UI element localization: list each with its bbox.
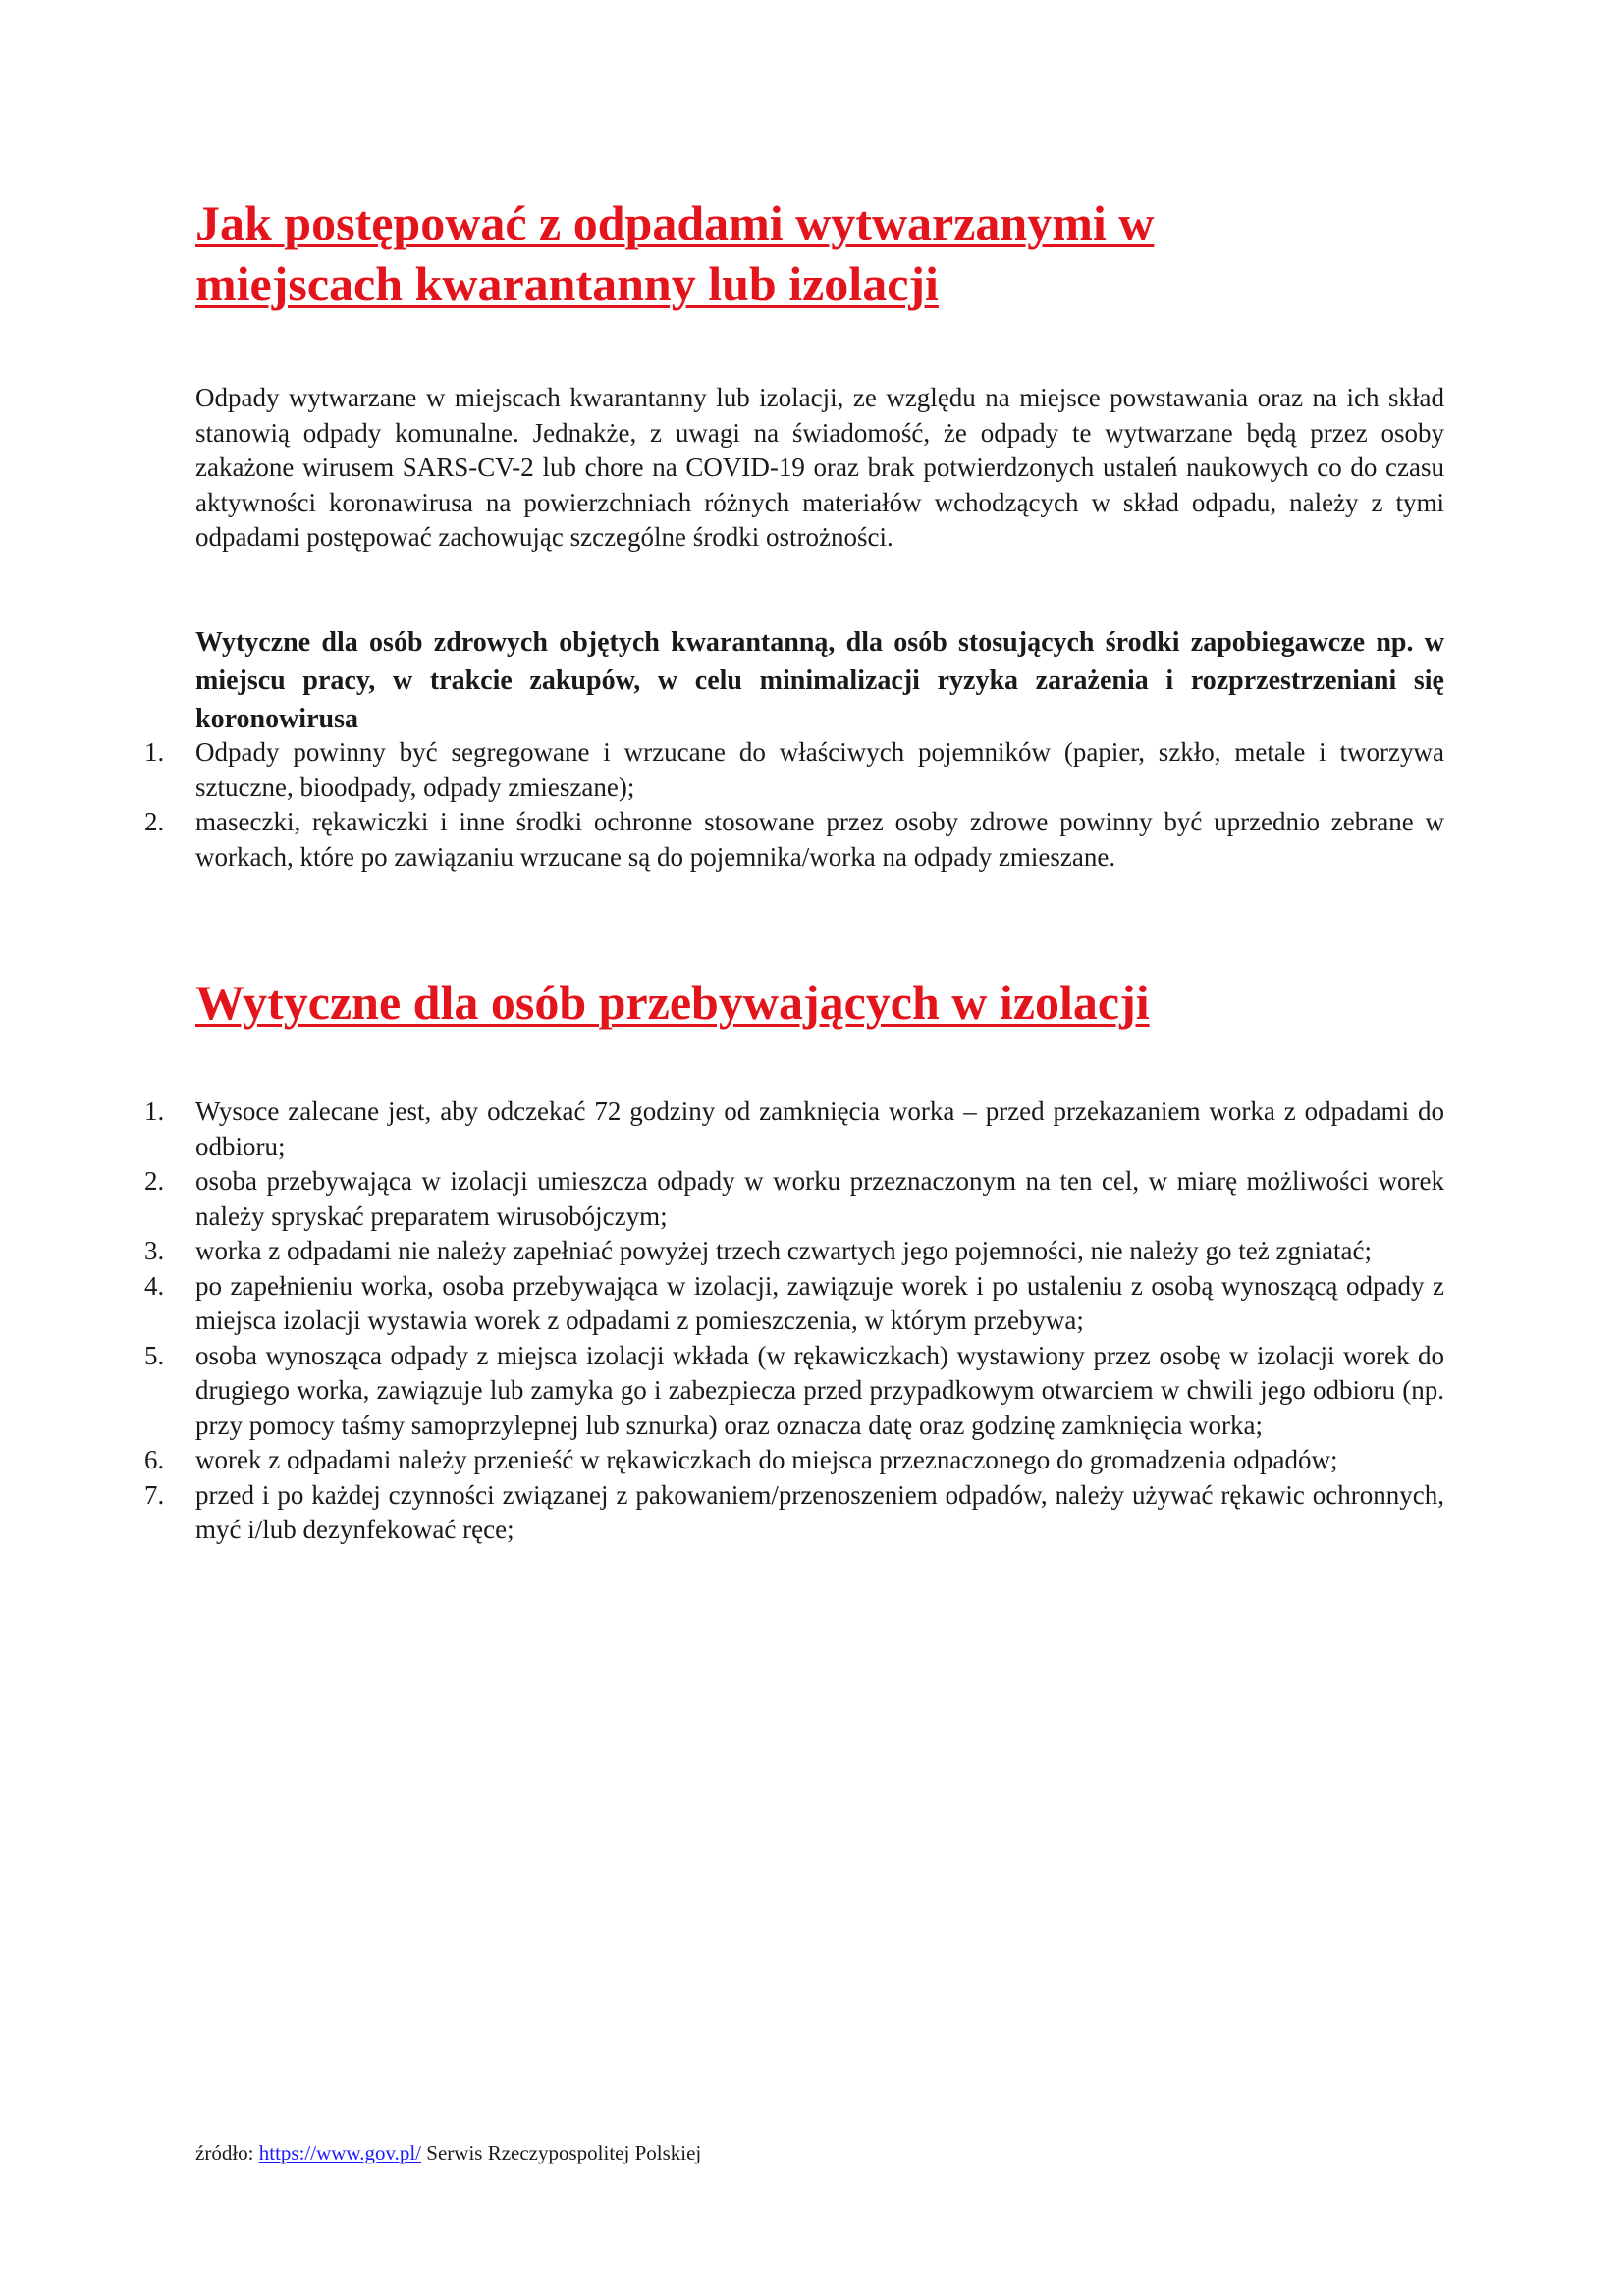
list-item — [144, 1164, 1444, 1234]
list-item-text: worka z odpadami nie należy zapełniać powyżej trzech czwartych jego pojemności, nie należy go też zgniatać; — [195, 1236, 1372, 1265]
list-item-number: 6. — [144, 1445, 165, 1474]
main-heading-line-2: miejscach kwarantanny lub izolacji — [195, 256, 939, 311]
source-link[interactable]: https://www.gov.pl/ — [258, 2141, 422, 2164]
list-item — [144, 1095, 1444, 1164]
list-item-number: 1. — [144, 1096, 165, 1126]
intro-paragraph: Odpady wytwarzane w miejscach kwarantanny lub izolacji, ze względu na miejsce powstawania oraz na ich skład stanowią odpady komunalne. Jednakże, z uwagi na świadomość, że odpady te wytwarzane będą przez osoby zakażone wirusem SARS-CV-2 lub chore na COVID-19 oraz brak potwierdzonych ustaleń naukowych co do czasu aktywności koronawirusa na powierzchniach różnych materiałów wchodzących w skład odpadu, należy z tymi odpadami postępować zachowując szczególne środki ostrożności. — [195, 383, 1444, 552]
list-item — [144, 735, 1444, 805]
isolation-guidelines-list — [144, 1095, 1444, 1548]
list-item — [144, 1339, 1444, 1444]
list-item — [144, 805, 1444, 875]
list-item-number: 5. — [144, 1340, 165, 1370]
list-item-text: Odpady powinny być segregowane i wrzucane do właściwych pojemników (papier, szkło, metale i tworzywa sztuczne, bioodpady, odpady zmieszane); — [195, 737, 1444, 802]
isolation-heading: Wytyczne dla osób przebywających w izolacji — [195, 975, 1150, 1030]
list-item — [144, 1478, 1444, 1548]
source-footer — [195, 2139, 701, 2166]
list-item-text: Wysoce zalecane jest, aby odczekać 72 godziny od zamknięcia worka – przed przekazaniem worka z odpadami do odbioru; — [195, 1096, 1444, 1161]
list-item-text: po zapełnieniu worka, osoba przebywająca w izolacji, zawiązuje worek i po ustaleniu z osobą wynoszącą odpady z miejsca izolacji wystawia worek z odpadami z pomieszczenia, w którym przebywa; — [195, 1270, 1444, 1335]
healthy-guidelines-subheading: Wytyczne dla osób zdrowych objętych kwarantanną, dla osób stosujących środki zapobiegawcze np. w miejscu pracy, w trakcie zakupów, w celu minimalizacji ryzyka zarażenia i rozprzestrzeniani się koronowirusa — [195, 627, 1444, 734]
list-item-text: przed i po każdej czynności związanej z pakowaniem/przenoszeniem odpadów, należy używać rękawic ochronnych, myć i/lub dezynfekować ręce; — [195, 1479, 1444, 1544]
list-item-number: 2. — [144, 807, 165, 836]
list-item-text: osoba przebywająca w izolacji umieszcza odpady w worku przeznaczonym na ten cel, w miarę możliwości worek należy spryskać preparatem wirusobójczym; — [195, 1166, 1444, 1231]
footer-prefix: źródło: — [195, 2141, 259, 2164]
list-item — [144, 1269, 1444, 1339]
healthy-guidelines-list — [144, 735, 1444, 875]
list-item-number: 7. — [144, 1479, 165, 1510]
main-heading-line-1: Jak postępować z odpadami wytwarzanymi w — [195, 195, 1155, 250]
list-item-number: 3. — [144, 1236, 165, 1265]
list-item-number: 2. — [144, 1166, 165, 1196]
list-item-text: worek z odpadami należy przenieść w rękawiczkach do miejsca przeznaczonego do gromadzenia odpadów; — [195, 1445, 1338, 1474]
main-heading — [195, 192, 1325, 314]
list-item — [144, 1443, 1444, 1478]
list-item-text: osoba wynosząca odpady z miejsca izolacji wkłada (w rękawiczkach) wystawiony przez osobę w izolacji worek do drugiego worka, zawiązuje lub zamyka go i zabezpiecza przed przypadkowym otwarciem w chwili jego odbioru (np. przy pomocy taśmy samoprzylepnej lub sznurka) oraz oznacza datę oraz godzinę zamknięcia worka; — [195, 1340, 1444, 1440]
list-item — [144, 1234, 1444, 1269]
list-item-text: maseczki, rękawiczki i inne środki ochronne stosowane przez osoby zdrowe powinny być uprzednio zebrane w workach, które po zawiązaniu wrzucane są do pojemnika/worka na odpady zmieszane. — [195, 807, 1444, 872]
footer-suffix: Serwis Rzeczypospolitej Polskiej — [421, 2141, 702, 2164]
list-item-number: 4. — [144, 1270, 165, 1301]
list-item-number: 1. — [144, 737, 165, 767]
